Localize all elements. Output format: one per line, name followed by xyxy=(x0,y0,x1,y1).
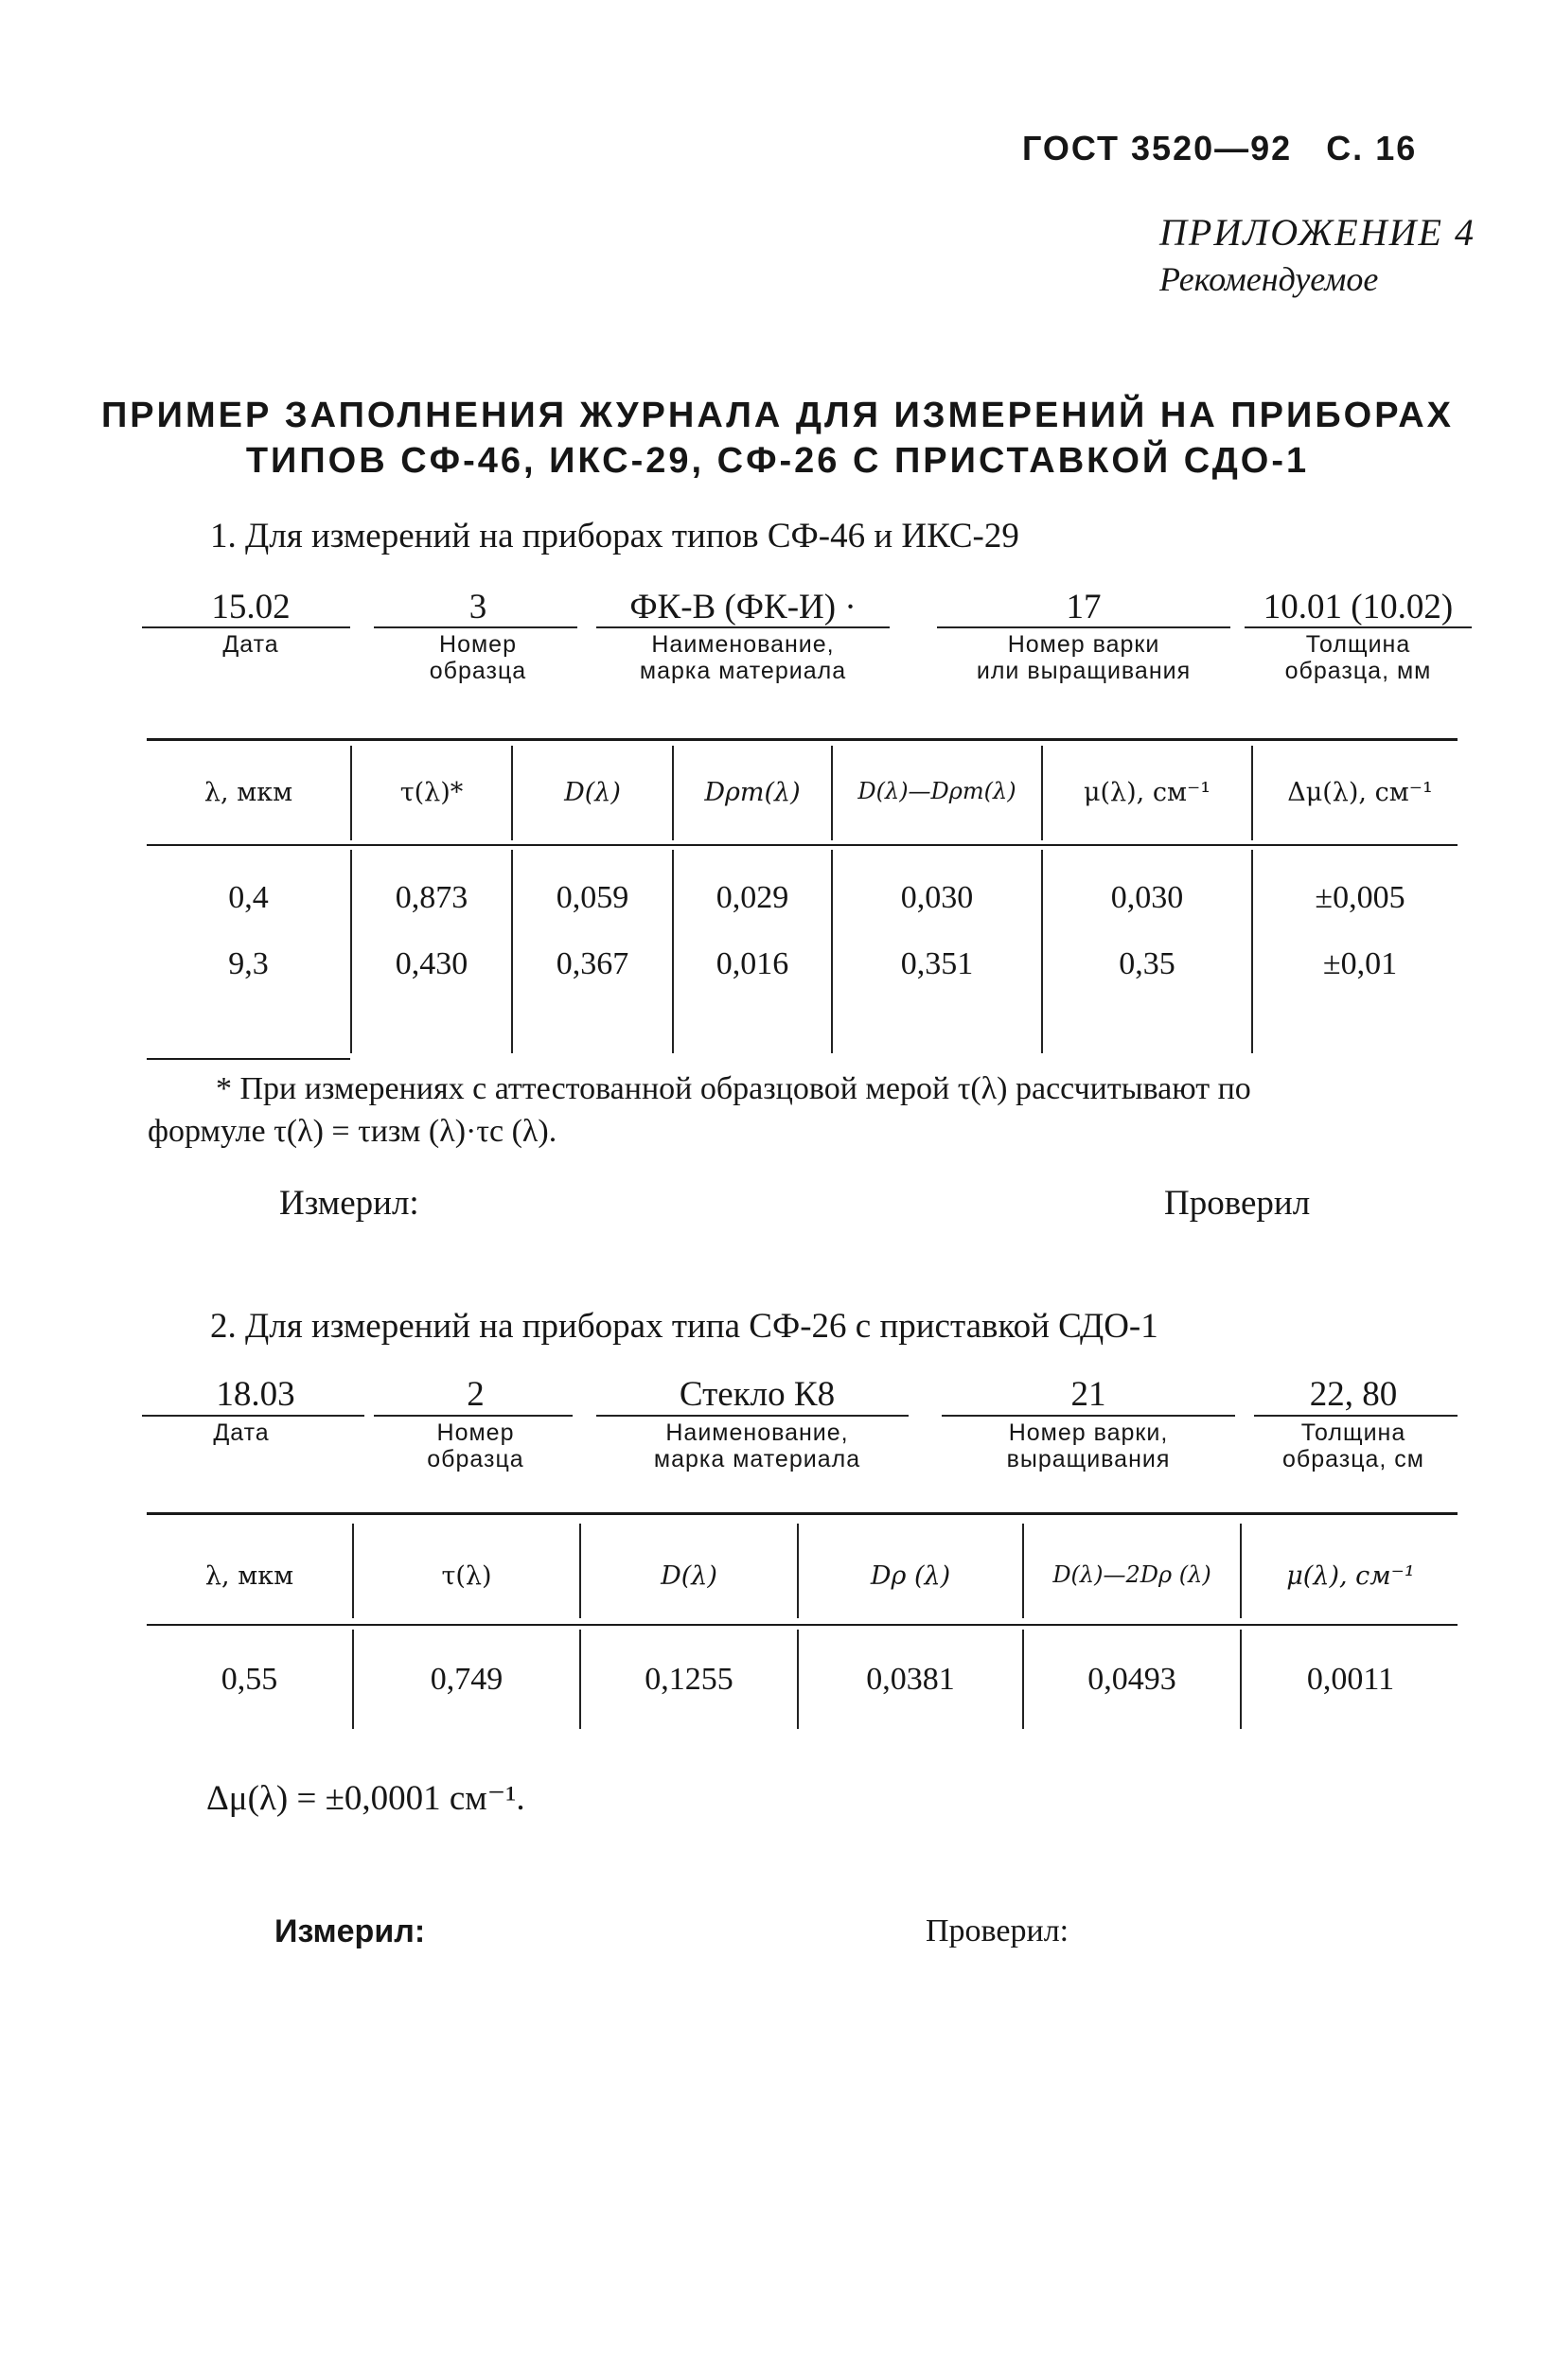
table-1-cell: 0,873 xyxy=(395,880,468,915)
table-1-cell: 0,430 xyxy=(395,946,468,981)
table-1-bottom-rule xyxy=(147,1058,350,1060)
meta-thickness-underline xyxy=(1254,1415,1458,1417)
meta-batch-value: 17 xyxy=(1066,588,1102,626)
meta-batch-underline xyxy=(937,626,1230,628)
meta-thickness-value: 22, 80 xyxy=(1309,1375,1398,1414)
table-1-cell: ±0,005 xyxy=(1315,880,1405,915)
table-2-cell: 0,55 xyxy=(221,1662,278,1697)
table-1-header-cell: D(λ)—Dρm(λ) xyxy=(857,778,1016,804)
table-2-header-rule xyxy=(147,1624,1458,1626)
table-1-cell: 9,3 xyxy=(228,946,269,981)
running-header xyxy=(1022,129,1417,168)
table-2-cell: 0,749 xyxy=(430,1662,504,1697)
meta-sample-value: 3 xyxy=(468,588,487,626)
table-2-header-cell: λ, мкм xyxy=(204,1561,294,1591)
table-1-header-cell: μ(λ), см⁻¹ xyxy=(1083,778,1211,807)
section-1-title: 1. Для измерений на приборах типов СФ-46 и ИКС-29 xyxy=(210,517,1019,555)
meta-batch-label: Номер варки, выращивания xyxy=(1006,1419,1171,1472)
table-1-header-cell: Δμ(λ), см⁻¹ xyxy=(1287,778,1433,807)
table-1-cell: 0,016 xyxy=(716,946,789,981)
meta-thickness-value: 10.01 (10.02) xyxy=(1263,588,1454,626)
table-2-header-cell: D(λ) xyxy=(661,1561,717,1591)
meta-sample-underline xyxy=(374,1415,573,1417)
table-2-cell: 0,0493 xyxy=(1087,1662,1176,1697)
meta-date-label: Дата xyxy=(213,1419,270,1446)
section-2-result: Δμ(λ) = ±0,0001 см⁻¹. xyxy=(206,1779,525,1818)
meta-date-underline xyxy=(142,1415,364,1417)
meta-thickness-underline xyxy=(1245,626,1472,628)
meta-batch-underline xyxy=(942,1415,1235,1417)
table-2-header-cell: τ(λ) xyxy=(441,1561,492,1591)
table-1-cell: 0,030 xyxy=(1110,880,1184,915)
section-1-checked-label: Проверил xyxy=(1164,1184,1311,1223)
meta-material-label: Наименование, марка материала xyxy=(639,631,847,684)
table-1-cell: 0,030 xyxy=(900,880,974,915)
meta-material-value: ФК-В (ФК-И) · xyxy=(629,588,857,626)
table-1-cell: 0,351 xyxy=(900,946,974,981)
table-1-cell: ±0,01 xyxy=(1322,946,1398,981)
section-2-title: 2. Для измерений на приборах типа СФ-26 с приставкой СДО-1 xyxy=(210,1307,1158,1346)
meta-sample-label: Номер образца xyxy=(427,1419,524,1472)
meta-batch-value: 21 xyxy=(1070,1375,1106,1414)
meta-material-underline xyxy=(596,626,890,628)
meta-material-value: Стекло К8 xyxy=(679,1375,836,1414)
appendix-subtitle: Рекомендуемое xyxy=(1159,260,1379,298)
table-1-cell: 0,35 xyxy=(1119,946,1175,981)
table-2-cell: 0,0011 xyxy=(1306,1662,1395,1697)
section-2-checked-label: Проверил: xyxy=(926,1913,1069,1948)
table-2-top-rule xyxy=(147,1512,1458,1515)
table-2-header-cell: Dρ (λ) xyxy=(870,1561,951,1591)
table-1-cell: 0,367 xyxy=(556,946,629,981)
heading-line-1: ПРИМЕР ЗАПОЛНЕНИЯ ЖУРНАЛА ДЛЯ ИЗМЕРЕНИЙ НА ПРИБОРАХ xyxy=(100,396,1455,435)
section-1-measured-label: Измерил: xyxy=(279,1184,419,1223)
meta-date-value: 15.02 xyxy=(211,588,291,626)
meta-sample-underline xyxy=(374,626,577,628)
section-2-measured-label: Измерил: xyxy=(274,1913,426,1949)
table-1-header-cell: τ(λ)* xyxy=(399,778,464,807)
meta-batch-label: Номер варки или выращивания xyxy=(976,631,1192,684)
meta-sample-label: Номер образца xyxy=(429,631,527,684)
table-1-header-rule xyxy=(147,844,1458,846)
meta-thickness-label: Толщина образца, см xyxy=(1281,1419,1424,1472)
meta-material-label: Наименование, марка материала xyxy=(653,1419,861,1472)
meta-sample-value: 2 xyxy=(467,1375,485,1414)
table-1-header-cell: Dρm(λ) xyxy=(704,778,801,807)
table-2-header-cell: D(λ)—2Dρ (λ) xyxy=(1052,1561,1211,1588)
meta-thickness-label: Толщина образца, мм xyxy=(1284,631,1432,684)
table-1-header-cell: λ, мкм xyxy=(203,778,293,807)
meta-material-underline xyxy=(596,1415,909,1417)
table-2-cell: 0,1255 xyxy=(645,1662,733,1697)
table-1-top-rule xyxy=(147,738,1458,741)
meta-date-value: 18.03 xyxy=(216,1375,295,1414)
meta-date-label: Дата xyxy=(222,631,279,658)
meta-date-underline xyxy=(142,626,350,628)
footnote-line-2: формуле τ(λ) = τизм (λ)·τс (λ). xyxy=(148,1114,557,1149)
heading-line-2: ТИПОВ СФ-46, ИКС-29, СФ-26 С ПРИСТАВКОЙ СДО-1 xyxy=(245,441,1310,481)
table-1-cell: 0,029 xyxy=(716,880,789,915)
table-2-cell: 0,0381 xyxy=(866,1662,955,1697)
table-1-header-cell: D(λ) xyxy=(564,778,621,807)
footnote-line-1: * При измерениях с аттестованной образцовой мерой τ(λ) рассчитывают по xyxy=(216,1071,1251,1106)
table-1-cell: 0,4 xyxy=(228,880,269,915)
table-2-header-cell: μ(λ), см⁻¹ xyxy=(1286,1561,1415,1591)
table-1-cell: 0,059 xyxy=(556,880,629,915)
appendix-title: ПРИЛОЖЕНИЕ 4 xyxy=(1159,211,1475,254)
page-number: С. 16 xyxy=(1326,129,1418,167)
document-id: ГОСТ 3520—92 xyxy=(1022,129,1293,167)
